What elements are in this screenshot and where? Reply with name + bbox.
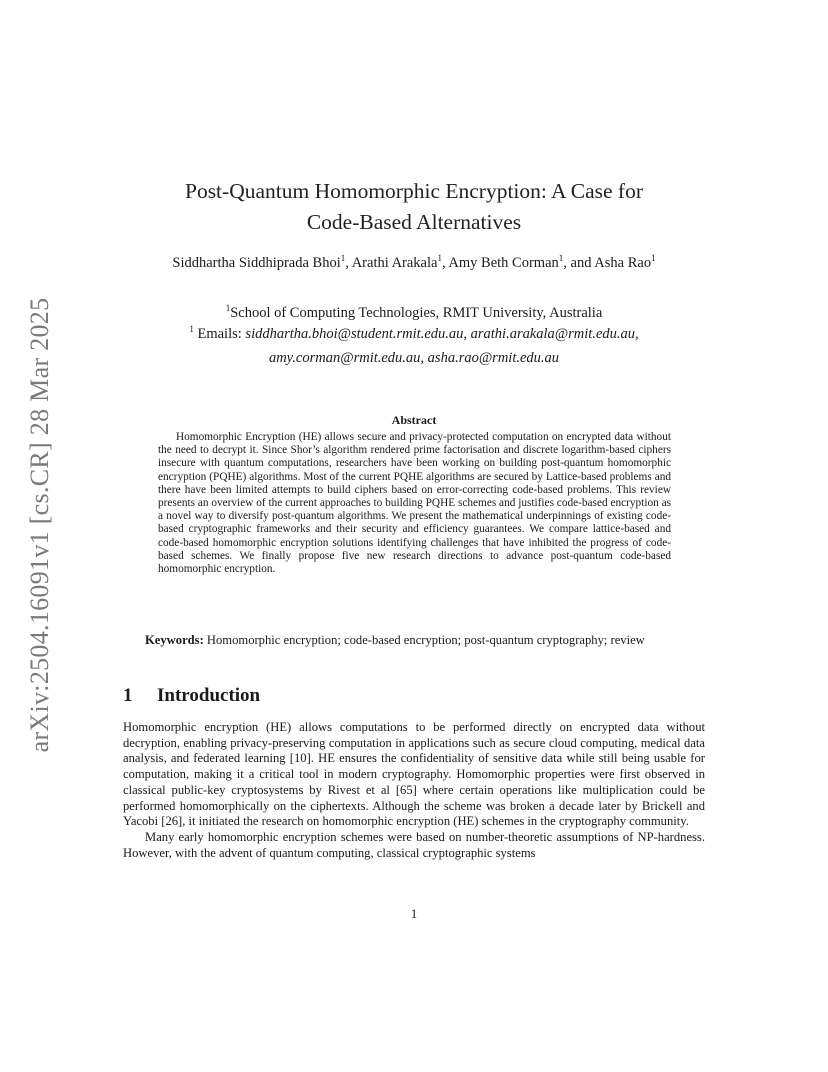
author-list [120, 253, 708, 273]
arxiv-stamp-text: arXiv:2504.16091v1 [cs.CR] 28 Mar 2025 [25, 297, 54, 753]
author-name: Siddhartha Siddhiprada Bhoi [172, 255, 341, 271]
author-separator: , and [563, 255, 595, 271]
affiliation-mark: 1 [651, 253, 656, 264]
author-separator: , [345, 255, 352, 271]
keywords-label: Keywords: [145, 633, 204, 647]
section-number: 1 [123, 685, 133, 706]
paragraph: Many early homomorphic encryption schemes were based on number-theoretic assumptions of NP-hardness. However, with the advent of quantum computing, classical cryptographic systems [123, 829, 705, 860]
author-separator: , [441, 255, 449, 271]
keywords-text: Homomorphic encryption; code-based encryption; post-quantum cryptography; review [203, 633, 645, 647]
abstract-heading: Abstract [391, 413, 437, 427]
affiliation [120, 303, 708, 324]
affiliation-mark: 1 [225, 303, 231, 314]
email-addresses: siddhartha.bhoi@student.rmit.edu.au, arathi.arakala@rmit.edu.au, [245, 326, 639, 342]
author-name: Asha Rao [594, 255, 652, 271]
emails-line-2: amy.corman@rmit.edu.au, asha.rao@rmit.edu.au [268, 350, 560, 366]
affiliation-mark: 1 [189, 324, 194, 335]
affiliation-text: School of Computing Technologies, RMIT University, Australia [230, 305, 603, 321]
paragraph: Homomorphic encryption (HE) allows computations to be performed directly on encrypted data without decryption, enabling privacy-preserving computation in applications such as secure cloud computing, medical data analysis, and federated learning [10]. HE ensures the confidentiality of sensitive data while still being usable for computation, making it a critical tool in modern cryptography. Homomorphic properties were first observed in classical public-key cryptosystems by Rivest et al [65] where certain operations like multiplication could be performed homomorphically on the ciphertexts. Although the scheme was broken a decade later by Brickell and Yacobi [26], it initiated the research on homomorphic encryption (HE) schemes in the cryptography community. [123, 720, 705, 829]
emails-label: Emails: [193, 326, 246, 342]
keywords [123, 632, 705, 648]
page-number: 1 [410, 907, 418, 921]
affiliation-mark: 1 [340, 253, 346, 264]
author-name: Amy Beth Corman [448, 255, 559, 271]
section-title: Introduction [157, 685, 261, 706]
paper-title [120, 176, 708, 238]
emails-line-1 [120, 324, 708, 345]
author-name: Arathi Arakala [351, 255, 438, 271]
affiliation-mark: 1 [437, 253, 442, 264]
title-line-1: Post-Quantum Homomorphic Encryption: A Case for [184, 179, 644, 203]
affiliation-mark: 1 [558, 253, 564, 264]
introduction-body [123, 720, 705, 861]
abstract-text: Homomorphic Encryption (HE) allows secure and privacy-protected computation on encrypted data without the need to decrypt it. Since Shor’s algorithm rendered prime factorisation and discrete logarithm-based ciphers insecure with quantum computations, researchers have been working on building post-quantum homomorphic encryption (PQHE) algorithms. Most of the current PQHE algorithms are secured by Lattice-based problems and there have been limited attempts to build ciphers based on error-correcting code-based problems. This review presents an overview of the current approaches to building PQHE schemes and justifies code-based encryption as a novel way to diversify post-quantum algorithms. We present the mathematical underpinnings of existing code-based cryptographic frameworks and their security and efficiency guarantees. We compare lattice-based and code-based homomorphic encryption solutions identifying challenges that have inhibited the progress of code-based schemes. We finally propose five new research directions to advance post-quantum code-based homomorphic encryption. [158, 431, 671, 576]
title-line-2: Code-Based Alternatives [306, 210, 522, 234]
section-heading [123, 685, 260, 707]
